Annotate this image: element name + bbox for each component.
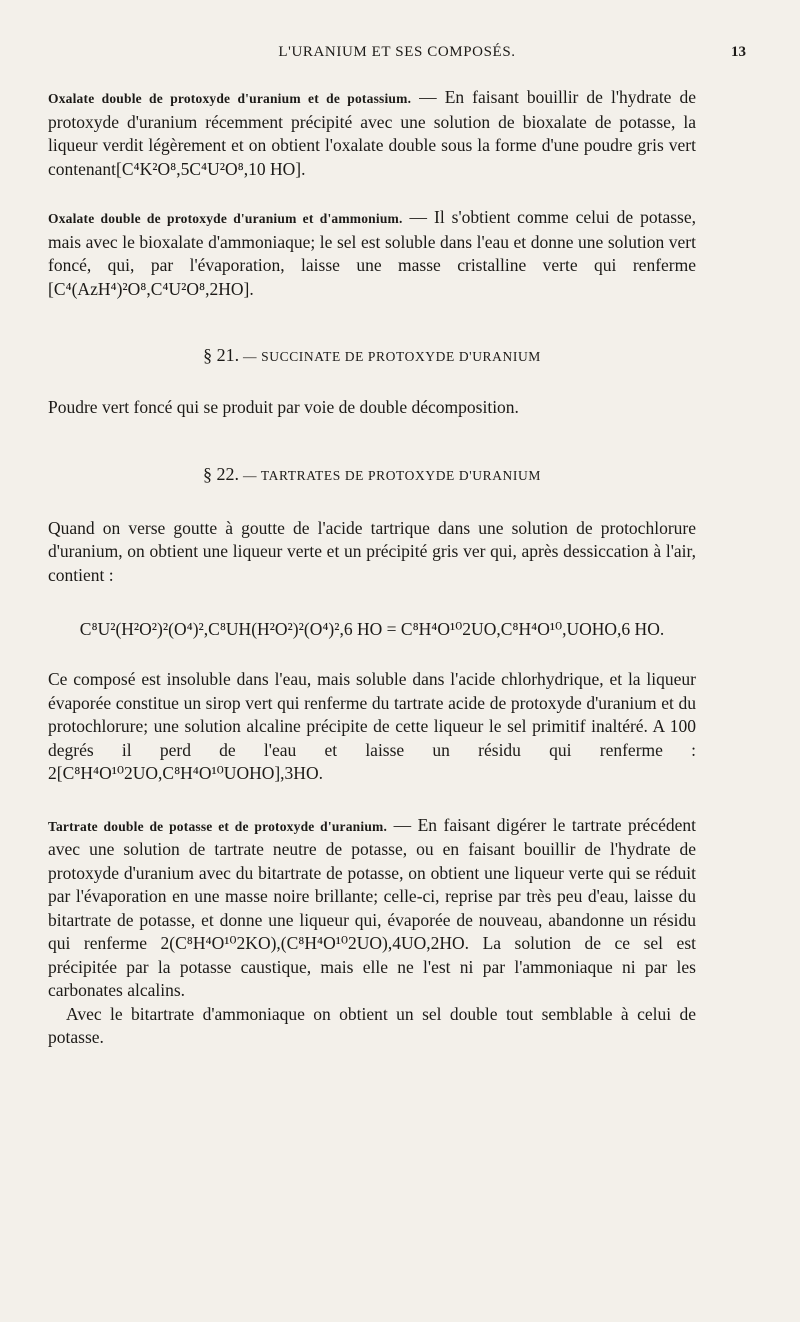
- paragraph-oxalate-ammonium: [48, 206, 696, 301]
- paragraph-ammonium-bitartrate: Avec le bitartrate d'ammoniaque on obtient un sel double tout semblable à celui de potasse.: [48, 1003, 696, 1047]
- page-body: [48, 78, 696, 1050]
- paragraph-text: — Il s'obtient comme celui de potasse, mais avec le bioxalate d'ammoniaque; le sel est soluble dans l'eau et donne une solution vert foncé, qui, par l'évaporation, laisse une masse cristalline verte qui renferme [C⁴(AzH⁴)²O⁸,C⁴U²O⁸,2HO].: [48, 207, 696, 299]
- paragraph-text: — En faisant digérer le tartrate précédent avec une solution de tartrate neutre de potasse, ou en faisant bouillir de l'hydrate de protoxyde d'uranium avec du bitartrate de potasse, on obtient une liqueur verte qui se réduit par l'évaporation en une masse noire brillante; celle-ci, reprise par très peu d'eau, laisse du bitartrate de potasse, et donne une liqueur qui, évaporée de nouveau, abandonne un résidu qui renferme 2(C⁸H⁴O¹⁰2KO),(C⁸H⁴O¹⁰2UO),4UO,2HO. La solution de ce sel est précipitée par la potasse caustique, mais elle ne l'est ni par l'ammoniaque ni par les carbonates alcalins.: [48, 814, 696, 1000]
- run-in-heading: Tartrate double de potasse et de protoxyde d'uranium.: [48, 818, 388, 834]
- page-number: 13: [731, 44, 746, 60]
- paragraph-tartrate-double: [48, 814, 696, 1003]
- run-in-heading: Oxalate double de protoxyde d'uranium et d'ammonium.: [48, 211, 403, 226]
- section-heading-21: [48, 345, 696, 366]
- section-title: — TARTRATES DE PROTOXYDE D'URANIUM: [239, 467, 541, 483]
- section-number: § 21.: [203, 345, 240, 365]
- chemical-formula: C⁸U²(H²O²)²(O⁴)²,C⁸UH(H²O²)²(O⁴)²,6 HO = C⁸H⁴O¹⁰2UO,C⁸H⁴O¹⁰,UOHO,6 HO.: [79, 619, 665, 639]
- paragraph-tartrates-properties: Ce composé est insoluble dans l'eau, mais soluble dans l'acide chlorhydrique, et la liqueur évaporée constitue un sirop vert qui renferme du tartrate acide de protoxyde d'uranium et du protochlorure; une solution alcaline précipite de cette liqueur le sel primitif inaltéré. A 100 degrés il perd de l'eau et laisse un résidu qui renferme : 2[C⁸H⁴O¹⁰2UO,C⁸H⁴O¹⁰UOHO],3HO.: [48, 669, 696, 783]
- section-heading-22: [48, 464, 696, 485]
- paragraph-tartrates-intro: Quand on verse goutte à goutte de l'acide tartrique dans une solution de protochlorure d'uranium, on obtient une liqueur verte et un précipité gris ver qui, après dessiccation à l'air, contient :: [48, 517, 696, 585]
- page-header: [48, 44, 746, 72]
- section-number: § 22.: [203, 463, 240, 484]
- paragraph-succinate: Poudre vert foncé qui se produit par voie de double décomposition.: [48, 397, 519, 417]
- run-in-heading: Oxalate double de protoxyde d'uranium et de potassium.: [48, 91, 412, 106]
- paragraph-oxalate-potassium: [48, 86, 696, 181]
- running-title: L'URANIUM ET SES COMPOSÉS.: [278, 44, 516, 60]
- section-title: — SUCCINATE DE PROTOXYDE D'URANIUM: [239, 349, 541, 364]
- paragraph-text: — En faisant bouillir de l'hydrate de protoxyde d'uranium récemment précipité avec une solution de bioxalate de potasse, la liqueur verdit légèrement et on obtient l'oxalate double sous la forme d'une poudre gris vert contenant[C⁴K²O⁸,5C⁴U²O⁸,10 HO].: [48, 87, 696, 179]
